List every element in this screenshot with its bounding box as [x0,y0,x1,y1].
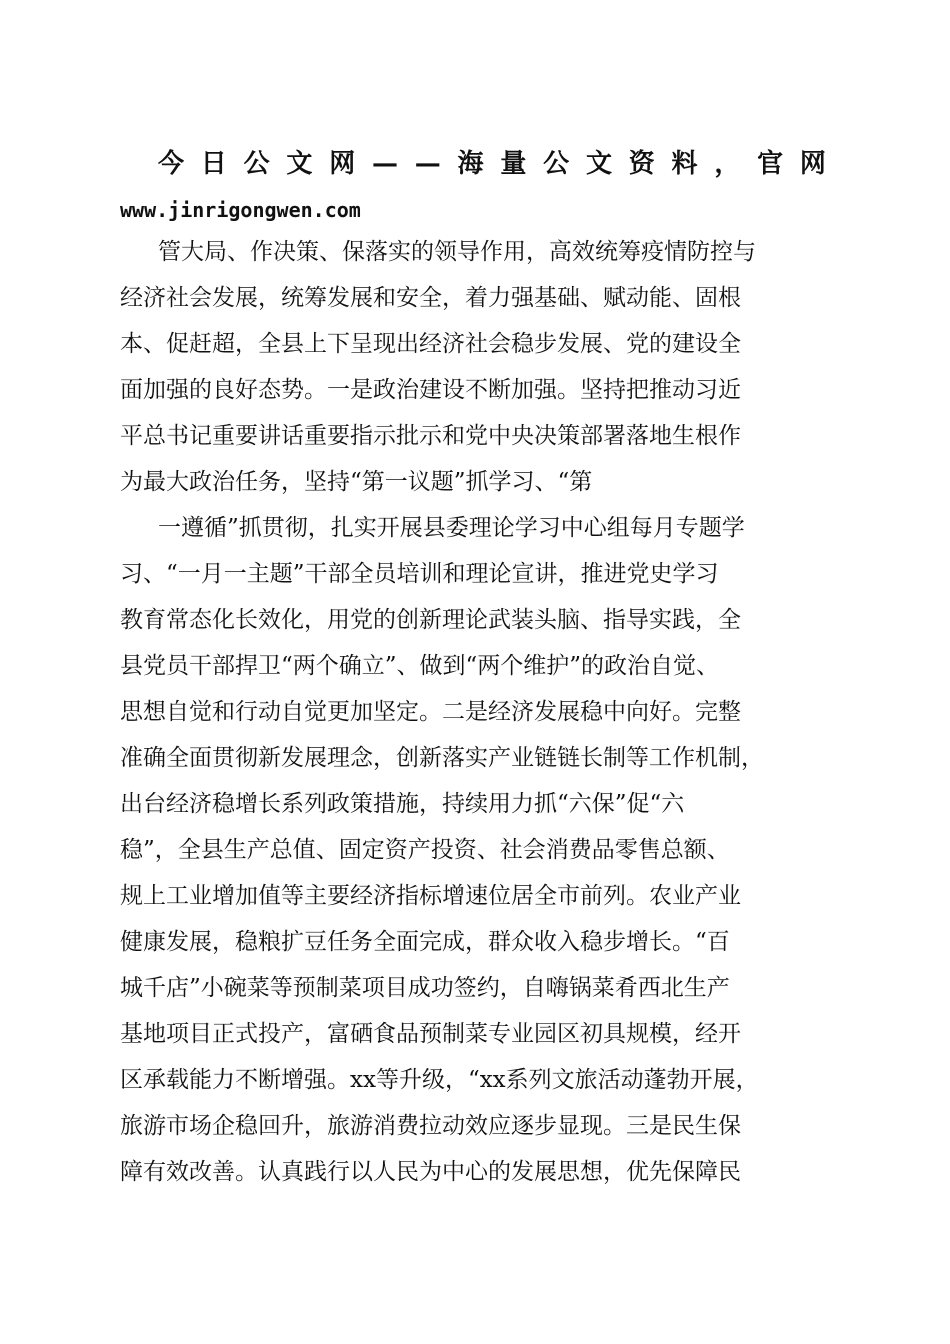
text-line: 规上工业增加值等主要经济指标增速位居全市前列。农业产业 [120,883,741,909]
text-line: 一遵循”抓贯彻，扎实开展县委理论学习中心组每月专题学 [158,515,745,541]
header-title-char: 文 [286,149,313,179]
header-title [158,144,826,184]
header-title-char: 公 [243,149,270,179]
text-line: 本、促赶超，全县上下呈现出经济社会稳步发展、党的建设全 [120,331,741,357]
text-line: 经济社会发展，统筹发展和安全，着力强基础、赋动能、固根 [120,285,741,311]
text-line: 习、“一月一主题”干部全员培训和理论宣讲，推进党史学习 [120,561,719,587]
header-title-char: — [371,149,398,179]
header-title-char: 网 [329,149,356,179]
header-title-char: 日 [200,149,227,179]
text-line: 健康发展，稳粮扩豆任务全面完成，群众收入稳步增长。“百 [120,929,730,955]
text-line: 为最大政治任务，坚持“第一议题”抓学习、“第 [120,469,593,495]
header-url: www.jinrigongwen.com [120,198,361,222]
header-title-char: 量 [500,149,527,179]
text-line: 面加强的良好态势。一是政治建设不断加强。坚持把推动习近 [120,377,741,403]
text-line: 障有效改善。认真践行以人民为中心的发展思想，优先保障民 [120,1159,741,1185]
text-line: 出台经济稳增长系列政策措施，持续用力抓“六保”促“六 [120,791,685,817]
text-line: 基地项目正式投产，富硒食品预制菜专业园区初具规模，经开 [120,1021,741,1047]
text-line: 思想自觉和行动自觉更加坚定。二是经济发展稳中向好。完整 [120,699,741,725]
text-line: 教育常态化长效化，用党的创新理论武装头脑、指导实践，全 [120,607,741,633]
text-line: 县党员干部捍卫“两个确立”、做到“两个维护”的政治自觉、 [120,653,720,679]
text-line: 稳”，全县生产总值、固定资产投资、社会消费品零售总额、 [120,837,730,863]
header-title-char: 资 [628,149,655,179]
text-line: 准确全面贯彻新发展理念，创新落实产业链链长制等工作机制， [120,745,764,771]
text-line: 旅游市场企稳回升，旅游消费拉动效应逐步显现。三是民生保 [120,1113,741,1139]
header-title-char: 官 [757,149,784,179]
header-title-char: 料 [671,149,698,179]
text-line: 管大局、作决策、保落实的领导作用，高效统筹疫情防控与 [158,239,756,265]
header-title-char: — [414,149,441,179]
header-title-char: 海 [457,149,484,179]
text-line: 城千店”小碗菜等预制菜项目成功签约，自嗨锅菜肴西北生产 [120,975,730,1001]
text-line: 区承载能力不断增强。xx等升级，“xx系列文旅活动蓬勃开展， [120,1067,759,1093]
header-title-char: 文 [585,149,612,179]
header-title-char: 网 [799,149,826,179]
header-title-char: ， [714,149,741,179]
text-line: 平总书记重要讲话重要指示批示和党中央决策部署落地生根作 [120,423,741,449]
header-title-char: 公 [543,149,570,179]
header-title-char: 今 [158,149,185,179]
